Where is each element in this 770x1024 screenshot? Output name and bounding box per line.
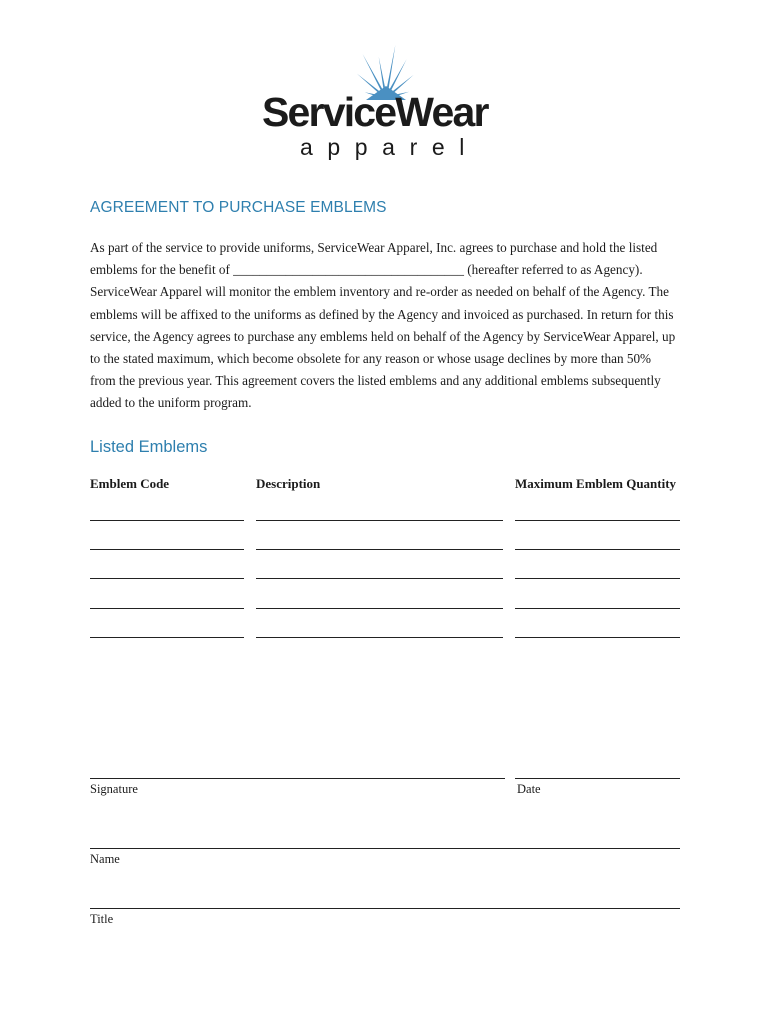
quantity-field[interactable] — [515, 608, 680, 609]
title-line[interactable] — [90, 908, 680, 909]
paragraph-line: from the previous year. This agreement covers the listed emblems and any additional emblems subsequently — [90, 373, 661, 389]
title-label: Title — [90, 912, 114, 926]
column-header-description: Description — [256, 476, 321, 491]
date-label: Date — [517, 782, 541, 796]
emblem-code-field[interactable] — [90, 578, 244, 579]
quantity-field[interactable] — [515, 549, 680, 550]
column-header-emblem-code: Emblem Code — [90, 476, 170, 491]
description-field[interactable] — [256, 637, 503, 638]
paragraph-line: ServiceWear Apparel will monitor the emblem inventory and re-order as needed on behalf of the Agency. The — [90, 284, 669, 300]
paragraph-line: emblems for the benefit of ___________________________________ (hereafter referred to as Agency). — [90, 262, 643, 278]
document-title: AGREEMENT TO PURCHASE EMBLEMS — [90, 199, 387, 216]
paragraph-line: service, the Agency agrees to purchase any emblems held on behalf of the Agency by ServiceWear Apparel, up — [90, 328, 676, 344]
paragraph-line: emblems will be affixed to the uniforms as defined by the Agency and invoiced as purchased. In return for this — [90, 306, 674, 322]
section-heading-listed-emblems: Listed Emblems — [90, 438, 208, 456]
description-field[interactable] — [256, 549, 503, 550]
agreement-paragraph — [90, 237, 690, 415]
date-line[interactable] — [515, 778, 680, 779]
logo-sub-text: apparel — [300, 134, 479, 160]
quantity-field[interactable] — [515, 578, 680, 579]
signature-line[interactable] — [90, 778, 505, 779]
signature-label: Signature — [90, 782, 138, 796]
quantity-field[interactable] — [515, 520, 680, 521]
column-header-maximum-quantity: Maximum Emblem Quantity — [515, 476, 677, 491]
description-field[interactable] — [256, 608, 503, 609]
emblem-code-field[interactable] — [90, 608, 244, 609]
emblem-code-field[interactable] — [90, 549, 244, 550]
description-field[interactable] — [256, 578, 503, 579]
name-line[interactable] — [90, 848, 680, 849]
paragraph-line: to the stated maximum, which become obsolete for any reason or whose usage declines by more than 50% — [90, 351, 652, 367]
logo-brand-text: ServiceWear — [262, 89, 488, 135]
emblem-code-field[interactable] — [90, 637, 244, 638]
paragraph-line: As part of the service to provide uniforms, ServiceWear Apparel, Inc. agrees to purchase and hold the listed — [90, 240, 658, 255]
quantity-field[interactable] — [515, 637, 680, 638]
emblem-code-field[interactable] — [90, 520, 244, 521]
paragraph-line: added to the uniform program. — [90, 395, 252, 411]
description-field[interactable] — [256, 520, 503, 521]
name-label: Name — [90, 852, 120, 866]
